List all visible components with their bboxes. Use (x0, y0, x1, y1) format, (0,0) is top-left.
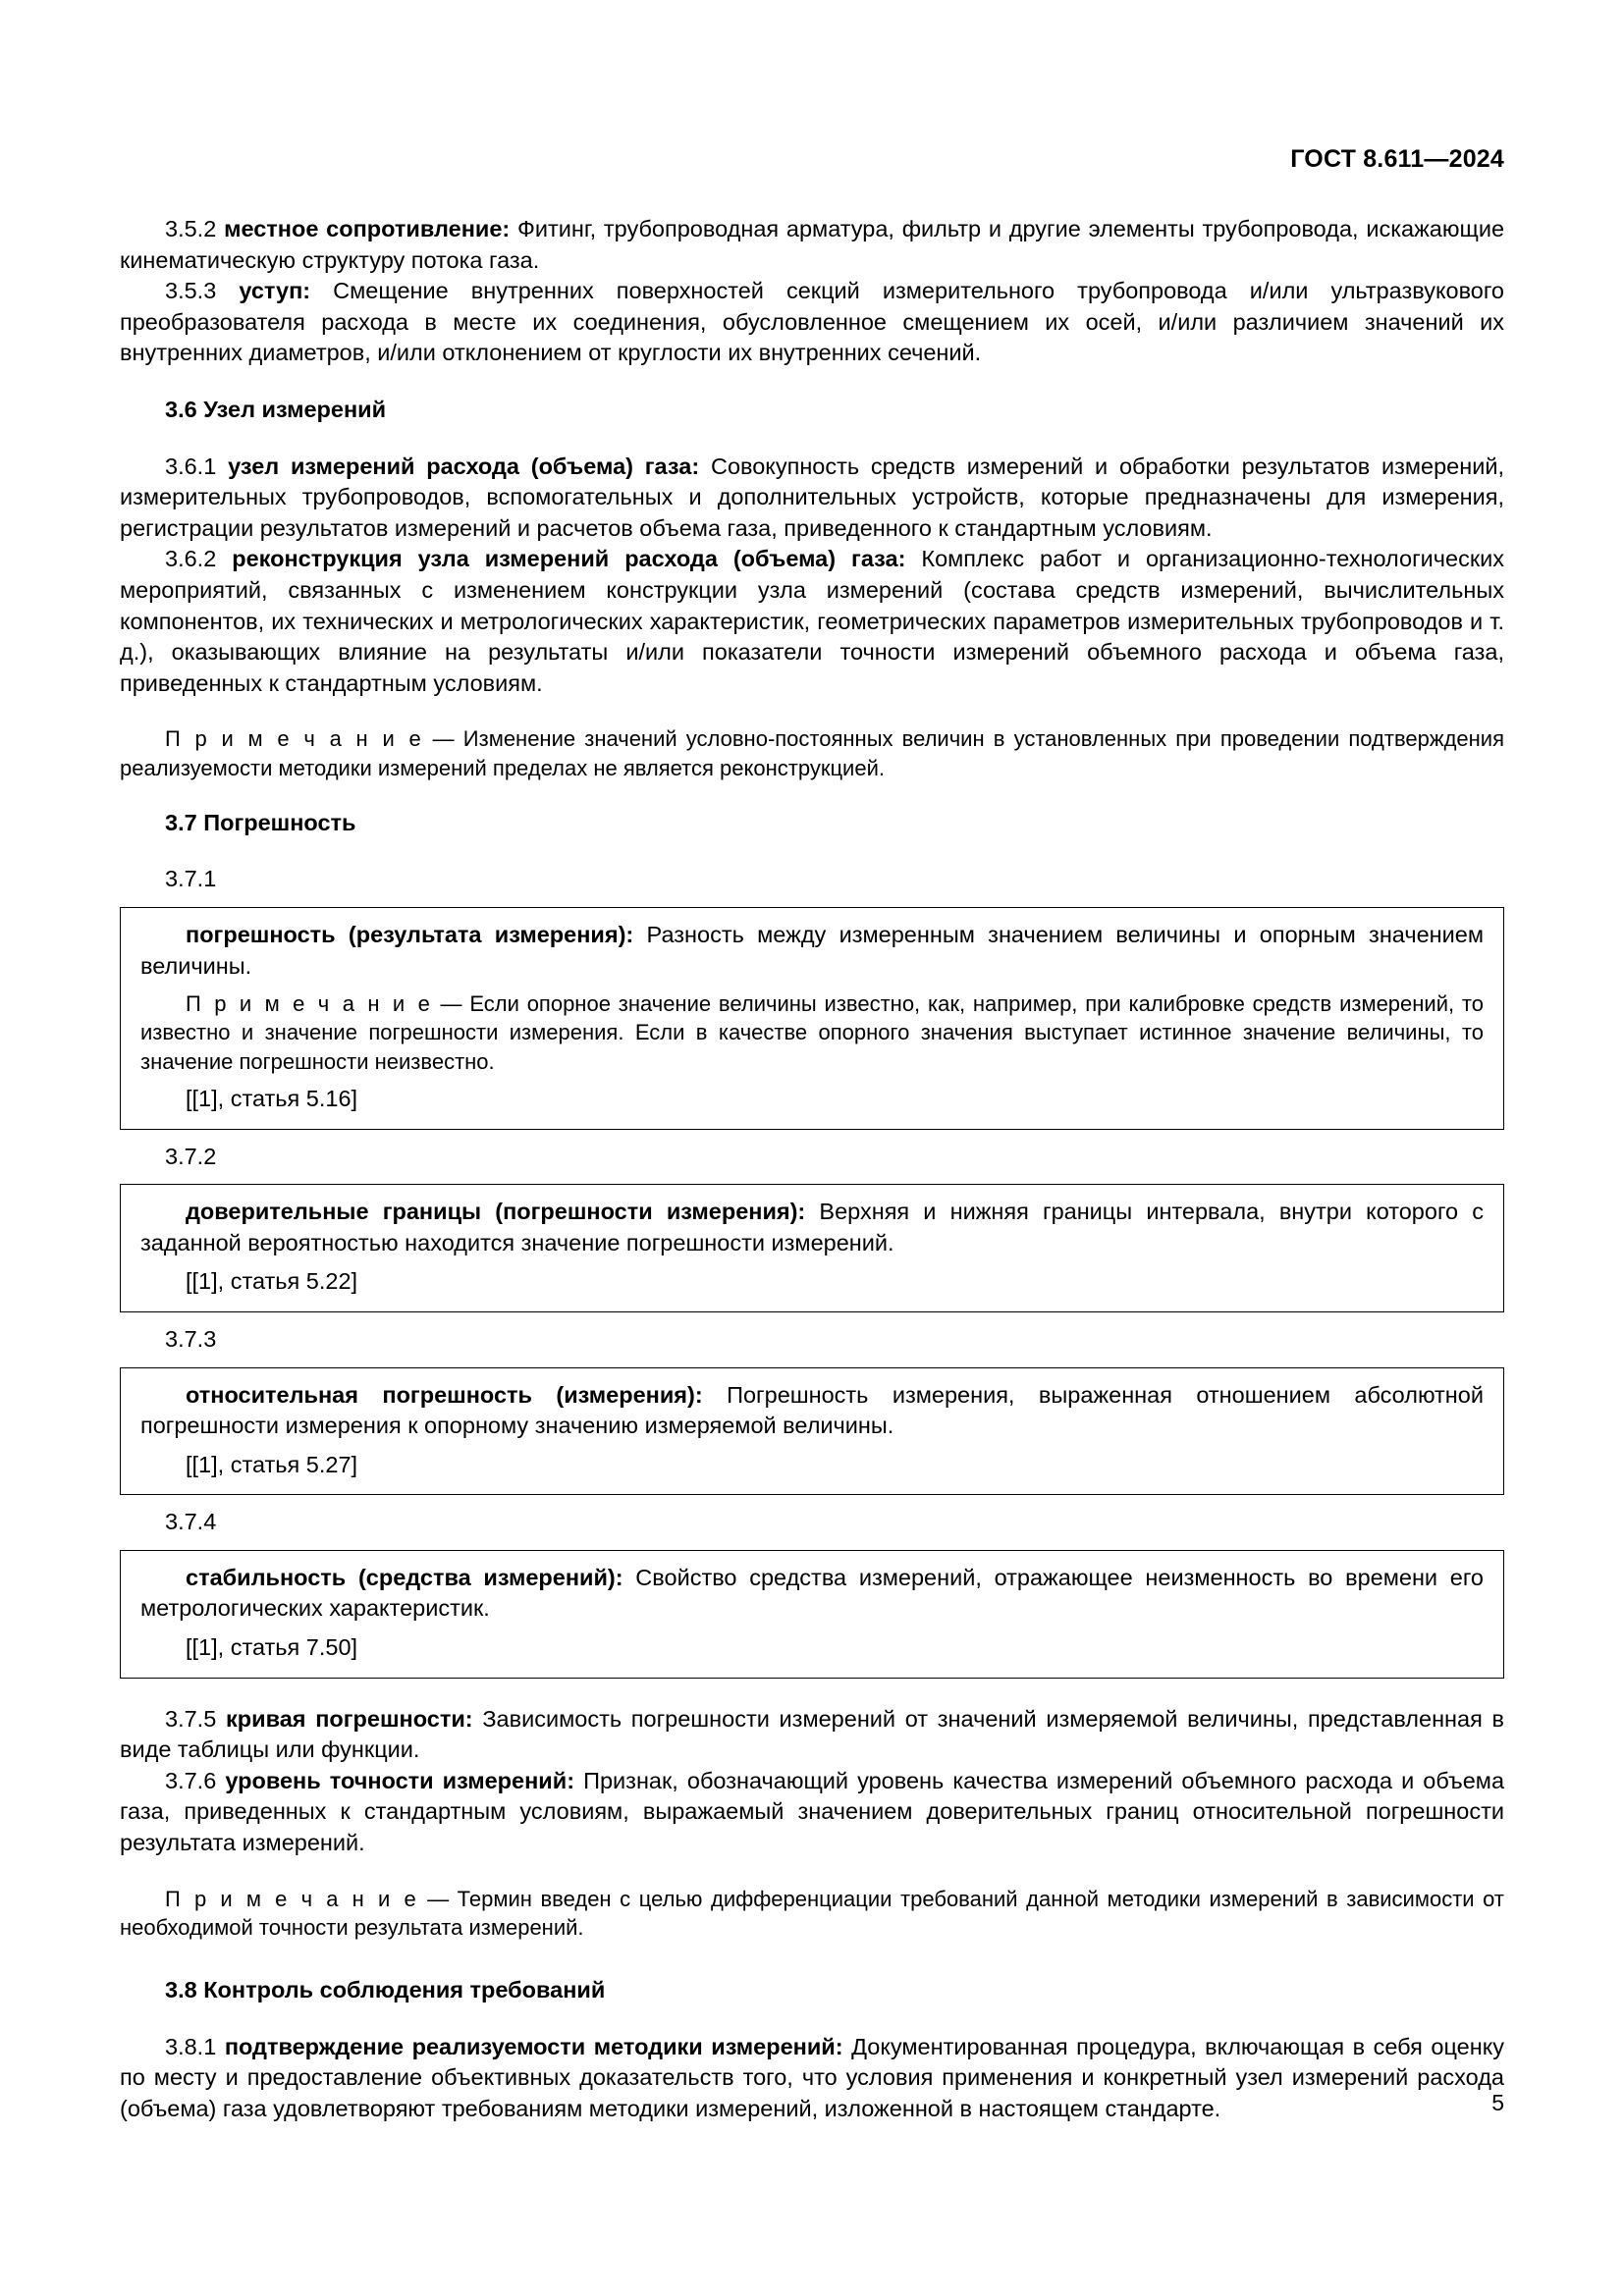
clause-3-6-1-number: 3.6.1 (165, 453, 217, 479)
source-3-7-3: [[1], статья 5.27] (186, 1451, 358, 1477)
definition-3-7-3-text: Погрешность измерения, выраженная отношением абсолютной погрешности измерения к опорному значению измеряемой величины. (140, 1381, 1484, 1439)
note-text: — Если опорное значение величины известно, как, например, при калибровке средств измерений, то известно и значение погрешности измерения. Если в качестве опорного значения выступает истинное значение величины, то значение погрешности неизвестно. (140, 991, 1485, 1074)
heading-3-6: 3.6 Узел измерений (165, 396, 387, 422)
document-body (120, 214, 1504, 2125)
definition-box-3-7-4 (120, 1550, 1504, 1679)
clause-3-7-5-term: кривая погрешности: (226, 1705, 473, 1732)
clause-3-5-3-term: уступ: (239, 278, 311, 304)
clause-3-5-2-number: 3.5.2 (165, 216, 217, 241)
definition-3-7-4-term: стабильность (средства измерений): (186, 1564, 623, 1590)
note-text: — Термин введен с целью дифференциации требований данной методики измерений в зависимости от необходимой точности результата измерений. (120, 1886, 1504, 1940)
note-3-7-1 (140, 989, 1484, 1076)
definition-box-3-7-1 (120, 907, 1504, 1130)
clause-3-6-1-term: узел измерений расхода (объема) газа: (228, 453, 700, 479)
definition-box-3-7-2 (120, 1184, 1504, 1312)
clause-3-7-1-number: 3.7.1 (165, 866, 217, 892)
clause-3-7-4-number: 3.7.4 (165, 1509, 217, 1535)
page-header-standard-ref: ГОСТ 8.611—2024 (1290, 145, 1504, 173)
clause-3-5-2-term: местное сопротивление: (224, 216, 511, 241)
clause-3-6-2 (120, 544, 1504, 699)
clause-3-6-2-number: 3.6.2 (165, 546, 217, 572)
clause-3-5-3-text: Смещение внутренних поверхностей секций измерительного трубопровода и/или ультразвукового преобразователя расхода в месте их соединения, обусловленное смещением их осей, и/или различием значений их внутренних диаметров, и/или отклонением от круглости их внутренних сечений. (120, 278, 1504, 366)
definition-3-7-1 (140, 920, 1484, 982)
clause-3-7-2-number: 3.7.2 (165, 1143, 217, 1169)
clause-3-7-3-number: 3.7.3 (165, 1325, 217, 1352)
definition-3-7-2-term: доверительные границы (погрешности измерения): (186, 1199, 806, 1225)
definition-3-7-3 (140, 1380, 1484, 1442)
clause-3-6-2-term: реконструкция узла измерений расхода (объема) газа: (232, 546, 906, 572)
clause-3-5-3 (120, 276, 1504, 369)
definition-3-7-2-text: Верхняя и нижняя границы интервала, внутри которого с заданной вероятностью находится значение погрешности измерений. (140, 1199, 1484, 1255)
clause-3-5-3-number: 3.5.3 (165, 278, 217, 304)
clause-3-6-1-text: Совокупность средств измерений и обработки результатов измерений, измерительных трубопроводов, вспомогательных и дополнительных устройств, которые предназначены для измерения, регистрации результатов измерений и расчетов объема газа, приведенного к стандартным условиям. (120, 453, 1504, 541)
source-3-7-1: [[1], статья 5.16] (186, 1085, 358, 1111)
note-text: — Изменение значений условно-постоянных величин в установленных при проведении подтверждения реализуемости методики измерений пределах не является реконструкцией. (120, 726, 1505, 780)
note-3-6-2 (120, 724, 1504, 782)
clause-3-5-2 (120, 214, 1504, 276)
note-label: П р и м е ч а н и е (186, 991, 433, 1017)
note-3-7-6 (120, 1885, 1504, 1943)
note-label: П р и м е ч а н и е (165, 1886, 419, 1911)
heading-3-8: 3.8 Контроль соблюдения требований (165, 1977, 606, 2003)
clause-3-6-1 (120, 452, 1504, 545)
definition-3-7-2 (140, 1197, 1484, 1258)
heading-3-7: 3.7 Погрешность (165, 809, 356, 835)
clause-3-7-6 (120, 1766, 1504, 1859)
clause-3-8-1-text: Документированная процедура, включающая в себя оценку по месту и предоставление объективных доказательств того, что условия применения и конкретный узел измерений расхода (объема) газа удовлетворяют требованиям методики измерений, изложенной в настоящем стандарте. (120, 2033, 1504, 2121)
definition-3-7-4 (140, 1563, 1484, 1625)
clause-3-7-5-number: 3.7.5 (165, 1705, 217, 1732)
clause-3-7-5-text: Зависимость погрешности измерений от значений измеряемой величины, представленная в виде таблицы или функции. (120, 1705, 1505, 1763)
definition-3-7-4-text: Свойство средства измерений, отражающее неизменность во времени его метрологических характеристик. (140, 1564, 1484, 1622)
clause-3-6-2-text: Комплекс работ и организационно-технологических мероприятий, связанных с изменением конструкции узла измерений (состава средств измерений, вычислительных компонентов, их технических и метрологических характеристик, геометрических параметров измерительных трубопроводов и т. д.), оказывающих влияние на результаты и/или показатели точности измерений объемного расхода и объема газа, приведенных к стандартным условиям. (120, 546, 1504, 696)
clause-3-8-1 (120, 2032, 1504, 2125)
clause-3-7-6-number: 3.7.6 (165, 1767, 217, 1793)
definition-3-7-1-term: погрешность (результата измерения): (186, 922, 634, 947)
source-3-7-4: [[1], статья 7.50] (186, 1634, 358, 1661)
source-3-7-2: [[1], статья 5.22] (186, 1268, 358, 1295)
definition-box-3-7-3 (120, 1367, 1504, 1496)
note-label: П р и м е ч а н и е (165, 726, 424, 752)
clause-3-8-1-term: подтверждение реализуемости методики измерений: (224, 2033, 843, 2059)
page-number: 5 (1491, 2090, 1504, 2115)
definition-3-7-1-text: Разность между измеренным значением величины и опорным значением величины. (140, 922, 1484, 979)
definition-3-7-3-term: относительная погрешность (измерения): (186, 1381, 703, 1408)
clause-3-8-1-number: 3.8.1 (165, 2033, 217, 2059)
clause-3-7-6-text: Признак, обозначающий уровень качества измерений объемного расхода и объема газа, приведенных к стандартным условиям, выражаемый значением доверительных границ относительной погрешности результата измерений. (120, 1767, 1505, 1856)
clause-3-7-6-term: уровень точности измерений: (225, 1767, 575, 1793)
clause-3-7-5 (120, 1704, 1504, 1766)
clause-3-5-2-text: Фитинг, трубопроводная арматура, фильтр и другие элементы трубопровода, искажающие кинематическую структуру потока газа. (120, 216, 1505, 273)
